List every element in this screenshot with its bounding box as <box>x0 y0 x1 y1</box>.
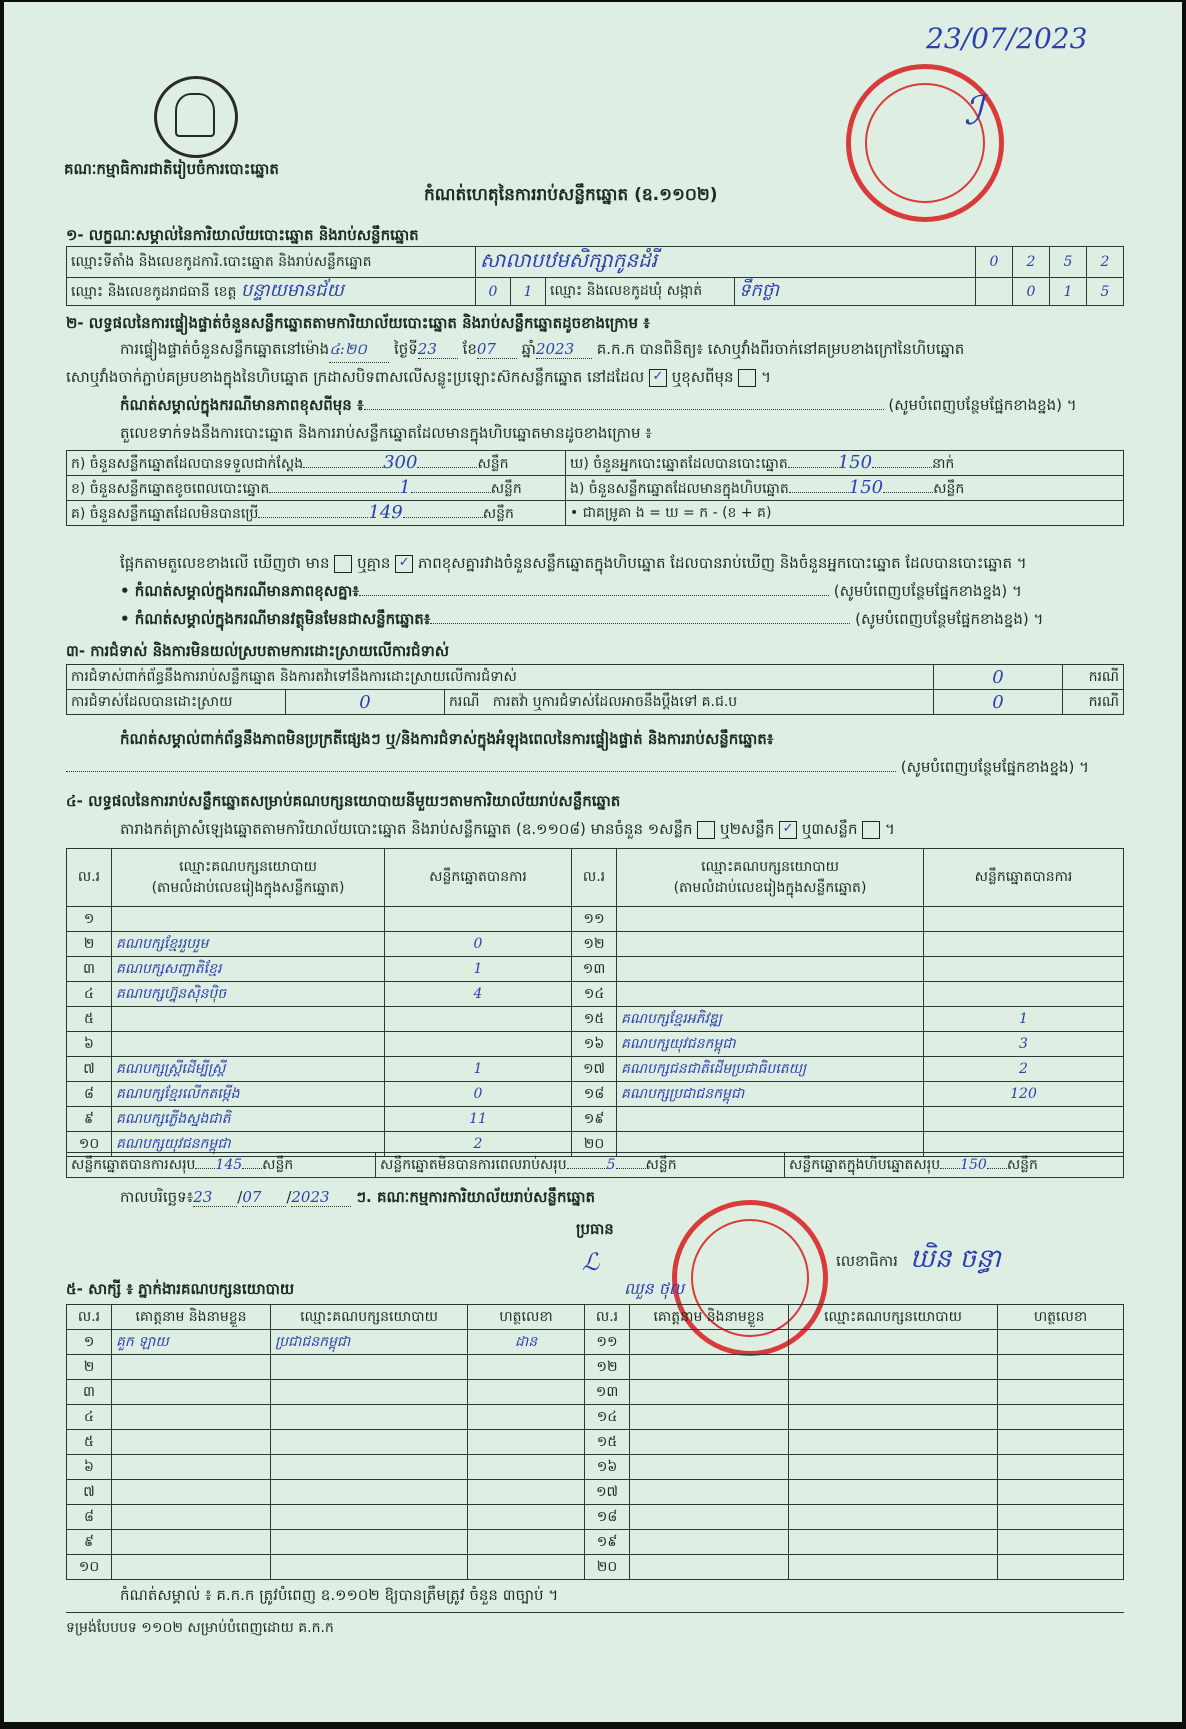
spoiled-ballots: 1 <box>399 476 411 498</box>
secretary-name: ឃិន ចន្ធា <box>910 1244 1001 1274</box>
commune-label: ឈ្មោះ និងលេខកូដឃុំ សង្កាត់ <box>546 278 735 306</box>
totals-table: សន្លឹកឆ្នោតបានការសរុប 145 សន្លឹក សន្លឹកឆ្នោតមិនបានការពេលរាប់សរុប 5 សន្លឹក សន្លឹកឆ្នោតក្នុងហិបឆ្នោតសរុប 150 សន្លឹក <box>66 1152 1124 1178</box>
footer-divider <box>66 1612 1124 1613</box>
difference-no-checkbox[interactable]: ✓ <box>395 555 413 573</box>
table-row: ៤ គណបក្សហ្វ៊ុនស៊ិនប៉ិច 4 ១៤ <box>67 982 1124 1007</box>
verify-line-2: សោឬវាំងចាក់ភ្ជាប់គម្របខាងក្នុងនៃហិបឆ្នោត ក្រដាសបិទពាសលើសន្លូះប្រឡោះស៊កសន្លឹកឆ្នោត នៅដដែល ✓ ឬខុសពីមុន ។ <box>66 368 772 386</box>
tally-sheet-line: តារាងកត់ត្រាសំឡេងឆ្នោតតាមការិយាល័យបោះឆ្នោត និងរាប់សន្លឹកឆ្នោត (ឧ.១១០៨) មានចំនួន ១សន្លឹក ឬ២សន្លឹក ✓ ឬ៣សន្លឹក ។ <box>120 820 895 838</box>
form-title: កំណត់ហេតុនៃការរាប់សន្លឹកឆ្នោត (ឧ.១១០២) <box>424 185 718 205</box>
form-page <box>4 2 1182 1722</box>
committee-label: ៗ. គណៈកម្មការការិយាល័យរាប់សន្លឹកឆ្នោត <box>356 1188 596 1206</box>
total-in-box: 150 <box>960 1156 987 1173</box>
nec-emblem-icon <box>154 76 238 158</box>
footnote: កំណត់សម្គាល់ ៖ គ.ក.ក ត្រូវបំពេញ ឧ.១១០២ ឱ្យបានត្រឹមត្រូវ ចំនួន ៣ច្បាប់ ។ <box>120 1586 559 1604</box>
resolved-count: 0 <box>286 690 445 715</box>
table-row: ៨ គណបក្សខ្មែរលើកតម្កើង 0 ១៨ គណបក្សប្រជាជនកម្ពុជា 120 <box>67 1082 1124 1107</box>
verify-line-1: ការផ្ទៀងផ្ទាត់ចំនួនសន្លឹកឆ្នោតនៅម៉ោង៤:២០ ថ្ងៃទី23 ខែ07 ឆ្នាំ2023 គ.ក.ក បានពិនិត្យ៖ សោឬវាំងពីរចាក់នៅគម្របខាងក្រៅនៃហិបឆ្នោត <box>120 340 964 363</box>
table-row: ៧ គណបក្សស្ត្រីដើម្បីស្ត្រី 1 ១៧ គណបក្សជនជាតិដើមប្រជាធិបតេយ្យ 2 <box>67 1057 1124 1082</box>
year-value: 2023 <box>535 340 575 358</box>
chair-name: ឈួន ថុល <box>624 1279 685 1298</box>
form-footer: ទម្រង់បែបបទ ១១០២ សម្រាប់បំពេញដោយ គ.ក.ក <box>66 1620 334 1636</box>
compare-line: ផ្អែកតាមតួលេខខាងលើ ឃើញថា មាន ឬគ្មាន ✓ ភាពខុសគ្នារវាងចំនួនសន្លឹកឆ្នោតក្នុងហិបឆ្នោត ដែលបានរាប់ឃើញ និងចំនួនអ្នកបោះឆ្នោត ដែលបានបោះឆ្នោត ។ <box>120 554 1027 572</box>
voters-count: 150 <box>837 451 873 473</box>
section4-title: ៤- លទ្ធផលនៃការរាប់សន្លឹកឆ្នោតសម្រាប់គណបក្សនយោបាយនីមួយៗតាមការិយាល័យរាប់សន្លឹកឆ្នោត <box>66 792 621 810</box>
section1-title: ១- លក្ខណៈសម្គាល់នៃការិយាល័យបោះឆ្នោត និងរាប់សន្លឹកឆ្នោត <box>66 226 419 244</box>
one-sheet-checkbox[interactable] <box>697 821 715 839</box>
commune-code-1: 0 <box>1013 278 1050 306</box>
table-row: ២ គណបក្សខ្មែររួបរួម 0 ១២ <box>67 932 1124 957</box>
table-row: ៧ ១៧ <box>67 1480 1124 1505</box>
section2-title: ២- លទ្ធផលនៃការផ្ទៀងផ្ទាត់ចំនួនសន្លឹកឆ្នោតតាមការិយាល័យបោះឆ្នោត និងរាប់សន្លឹកឆ្នោតដូចខាងក្រោម ៖ <box>66 314 650 332</box>
table-row: ៤ ១៤ <box>67 1405 1124 1430</box>
ballots-in-box: 150 <box>848 476 884 498</box>
location-code-4: 2 <box>1087 247 1124 278</box>
note-change: កំណត់សម្គាល់ក្នុងករណីមានភាពខុសពីមុន ៖ (សូមបំពេញបន្ថែមផ្នែកខាងខ្នង) ។ <box>120 396 1077 414</box>
date-line: កាលបរិច្ឆេទ៖23 /07 /2023 ៗ. គណៈកម្មការការិយាល័យរាប់សន្លឹកឆ្នោត <box>120 1188 596 1206</box>
summary-intro: តួលេខទាក់ទងនឹងការបោះឆ្នោត និងការរាប់សន្លឹកឆ្នោតដែលមានក្នុងហិបឆ្នោតមានដូចខាងក្រោម ៖ <box>120 424 652 442</box>
three-sheets-checkbox[interactable] <box>862 821 880 839</box>
appeal-count: 0 <box>934 690 1063 715</box>
witness-table: ល.រ គោត្តនាម និងនាមខ្លួន ឈ្មោះគណបក្សនយោបាយ ហត្ថលេខា ល.រ គោត្តនាម និងនាមខ្លួន ឈ្មោះគណបក្សនយោបាយ ហត្ថលេខា ១ គួក ឡាយ ប្រជាជនកម្ពុជា ដាន ១១ ២ ១២ ៣ ១៣ ៤ ១៤ ៥ ១៥ ៦ ១៦ ៧ ១៧ ៨ ១៨ ៩ ១៩ ១០ ២០ <box>66 1304 1124 1580</box>
objections-table: ការជំទាស់ពាក់ព័ន្ធនឹងការរាប់សន្លឹកឆ្នោត និងការតវ៉ាទៅនឹងការដោះស្រាយលើការជំទាស់ 0 ករណី ការជំទាស់ដែលបានដោះស្រាយ 0 ករណី ការតវ៉ា ឬការជំទាស់ដែលអាចនឹងប្តឹងទៅ គ.ជ.ប 0 ករណី <box>66 664 1124 715</box>
table-row: ៦ ១៦ គណបក្សយុវជនកម្ពុជា 3 <box>67 1032 1124 1057</box>
location-code-3: 5 <box>1050 247 1087 278</box>
signature-top: ℐ <box>964 88 983 134</box>
table-row: ១០ គណបក្សយុវជនកម្ពុជា 2 ២០ <box>67 1132 1124 1157</box>
counts-table: ក) ចំនួនសន្លឹកឆ្នោតដែលបានទទួលជាក់ស្តែង 300 សន្លឹក ឃ) ចំនួនអ្នកបោះឆ្នោតដែលបានបោះឆ្នោត 150 នាក់ ខ) ចំនួនសន្លឹកឆ្នោតខូចពេលបោះឆ្នោត 1 សន្លឹក ង) ចំនួនសន្លឹកឆ្នោតដែលមានក្នុងហិបឆ្នោត 150 សន្លឹក គ) ចំនួនសន្លឹកឆ្នោតដែលមិនបានប្រើ 149 សន្លឹក • ជាគម្រូគា ង = ឃ = ក - (ខ + គ) <box>66 450 1124 526</box>
received-ballots: 300 <box>383 451 418 473</box>
formula: • ជាគម្រូគា ង = ឃ = ក - (ខ + គ) <box>566 501 1124 526</box>
table-row: ៣ ១៣ <box>67 1380 1124 1405</box>
two-sheets-checkbox[interactable]: ✓ <box>779 821 797 839</box>
month-value: 07 <box>476 340 496 358</box>
resolved-label: ការជំទាស់ដែលបានដោះស្រាយ <box>67 690 286 715</box>
chair-signature: ℒ <box>582 1248 600 1276</box>
difference-yes-checkbox[interactable] <box>334 555 352 573</box>
unchanged-checkbox[interactable]: ✓ <box>649 369 667 387</box>
table-row: ៦ ១៦ <box>67 1455 1124 1480</box>
province-code-1: 0 <box>476 278 511 306</box>
section3-note: កំណត់សម្គាល់ពាក់ព័ន្ធនឹងភាពមិនប្រក្រតីផ្សេងៗ ឬ/និងការជំទាស់ក្នុងអំឡុងពេលនៃការផ្ទៀងផ្ទាត់ និងការរាប់សន្លឹកឆ្នោត៖ <box>120 730 774 748</box>
section5-title: ៥- សាក្សី ៖ ភ្នាក់ងារគណបក្សនយោបាយ <box>66 1280 295 1298</box>
location-label: ឈ្មោះទីតាំង និងលេខកូដការិ.បោះឆ្នោត និងរាប់សន្លឹកឆ្នោត <box>67 247 476 278</box>
secretary-label: លេខាធិការ <box>836 1252 898 1270</box>
objection-count: 0 <box>934 665 1063 690</box>
province-code-2: 1 <box>511 278 546 306</box>
table-row: ១ គួក ឡាយ ប្រជាជនកម្ពុជា ដាន ១១ <box>67 1330 1124 1355</box>
table-row: ៩ គណបក្សភ្លើងស្នងជាតិ 11 ១៩ <box>67 1107 1124 1132</box>
table-row: ៣ គណបក្សសញ្ជាតិខ្មែរ 1 ១៣ <box>67 957 1124 982</box>
chair-label: ប្រធាន <box>576 1220 614 1238</box>
commune-code-3: 5 <box>1087 278 1124 306</box>
table-row: ៥ ១៥ គណបក្សខ្មែរអភិវឌ្ឍ 1 <box>67 1007 1124 1032</box>
handwritten-date: 23/07/2023 <box>926 22 1088 55</box>
note-difference: • កំណត់សម្គាល់ក្នុងករណីមានភាពខុសគ្នា៖ (សូមបំពេញបន្ថែមផ្នែកខាងខ្នង) ។ <box>120 582 1022 600</box>
table-row: ១០ ២០ <box>67 1555 1124 1580</box>
appeal-label: ការតវ៉ា ឬការជំទាស់ដែលអាចនឹងប្តឹងទៅ គ.ជ.ប <box>492 693 738 710</box>
section3-note-line: (សូមបំពេញបន្ថែមផ្នែកខាងខ្នង) ។ <box>66 758 1089 780</box>
table-row: ១ ១១ <box>67 907 1124 932</box>
note-foreign-object: • កំណត់សម្គាល់ក្នុងករណីមានវត្ថុមិនមែនជាសន្លឹកឆ្នោត៖ (សូមបំពេញបន្ថែមផ្នែកខាងខ្នង) ។ <box>120 610 1044 628</box>
province-label: ឈ្មោះ និងលេខកូដរាជធានី ខេត្ត បន្ទាយមានជ័យ <box>67 278 476 306</box>
unused-ballots: 149 <box>368 501 403 523</box>
location-code-2: 2 <box>1013 247 1050 278</box>
changed-checkbox[interactable] <box>738 369 756 387</box>
time-value: ៤:២០ <box>329 340 367 358</box>
institution-name: គណៈកម្មាធិការជាតិរៀបចំការបោះឆ្នោត <box>64 160 279 178</box>
day-value: 23 <box>417 340 437 358</box>
total-invalid: 5 <box>606 1156 616 1173</box>
objection-label: ការជំទាស់ពាក់ព័ន្ធនឹងការរាប់សន្លឹកឆ្នោត និងការតវ៉ាទៅនឹងការដោះស្រាយលើការជំទាស់ <box>67 665 934 690</box>
table-row: ២ ១២ <box>67 1355 1124 1380</box>
table-row: ៥ ១៥ <box>67 1430 1124 1455</box>
commune-value: ទឹកថ្លា <box>735 278 976 306</box>
province-value: បន្ទាយមានជ័យ <box>240 280 344 301</box>
table-row: ៨ ១៨ <box>67 1505 1124 1530</box>
table-row: ៩ ១៩ <box>67 1530 1124 1555</box>
section1-table <box>66 246 1124 306</box>
section3-title: ៣- ការជំទាស់ និងការមិនយល់ស្របតាមការដោះស្រាយលើការជំទាស់ <box>66 642 450 660</box>
total-valid: 145 <box>215 1156 243 1173</box>
commune-code-2: 1 <box>1050 278 1087 306</box>
results-table: ល.រ ឈ្មោះគណបក្សនយោបាយ (តាមលំដាប់លេខរៀងក្នុងសន្លឹកឆ្នោត) សន្លឹកឆ្នោតបានការ ល.រ ឈ្មោះគណបក្សនយោបាយ (តាមលំដាប់លេខរៀងក្នុងសន្លឹកឆ្នោត) សន្លឹកឆ្នោតបានការ ១ ១១ ២ គណបក្សខ្មែររួបរួម 0 ១២ ៣ គណបក្សសញ្ជាតិខ្មែរ 1 ១៣ ៤ គណបក្សហ្វ៊ុនស៊ិនប៉ិច 4 ១៤ ៥ ១៥ គណបក្សខ្មែរអភិវឌ្ឍ 1 ៦ ១៦ គណបក្សយុវជនកម្ពុជា 3 ៧ គណបក្សស្ត្រីដើម្បីស្ត្រី 1 ១៧ គណបក្សជនជាតិដើមប្រជាធិបតេយ្យ 2 ៨ គណបក្សខ្មែរលើកតម្កើង 0 ១៨ គណបក្សប្រជាជនកម្ពុជា 120 ៩ គណបក្សភ្លើងស្នងជាតិ 11 ១៩ ១០ គណបក្សយុវជនកម្ពុជា 2 ២០ <box>66 848 1124 1157</box>
location-code-1: 0 <box>976 247 1013 278</box>
location-value: សាលាបឋមសិក្សាកូនដំរី <box>476 247 976 278</box>
